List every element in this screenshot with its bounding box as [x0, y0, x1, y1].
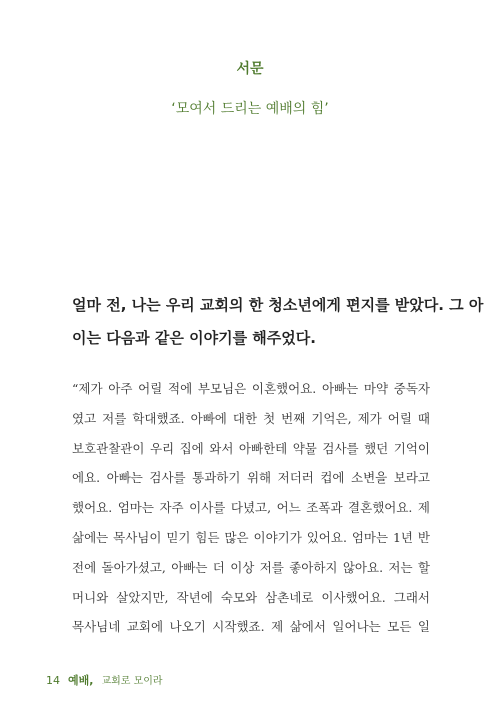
- quote-line: 했어요. 엄마는 자주 이사를 다녔고, 어느 조폭과 결혼했어요. 제: [72, 500, 430, 516]
- quote-line: 삶에는 목사님이 믿기 힘든 많은 이야기가 있어요. 엄마는 1년 반: [72, 529, 430, 545]
- quote-paragraph: [72, 379, 430, 647]
- lead-paragraph: [72, 293, 484, 359]
- quote-line: “제가 아주 어릴 적에 부모님은 이혼했어요. 아빠는 마약 중독자: [72, 381, 430, 396]
- quote-line: 목사님네 교회에 나오기 시작했죠. 제 삶에서 일어나는 모든 일: [72, 619, 430, 635]
- book-subtitle: 교회로 모이라: [101, 676, 163, 687]
- quote-line: 보호관찰관이 우리 집에 와서 아빠한테 약물 검사를 했던 기억이: [72, 440, 430, 456]
- lead-line: 이는 다음과 같은 이야기를 해주었다.: [72, 329, 316, 347]
- book-title: 예배,: [68, 674, 94, 687]
- quote-line: 머니와 살았지만, 작년에 숙모와 삼촌네로 이사했어요. 그래서: [72, 589, 430, 605]
- lead-line: 얼마 전, 나는 우리 교회의 한 청소년에게 편지를 받았다. 그 아: [72, 296, 484, 314]
- page-number: 14: [46, 674, 60, 687]
- chapter-title: 서문: [236, 61, 264, 77]
- page-footer: [46, 672, 163, 688]
- quote-line: 였고 저를 학대했죠. 아빠에 대한 첫 번째 기억은, 제가 어릴 때: [72, 410, 430, 426]
- quote-line: 전에 돌아가셨고, 아빠는 더 이상 저를 좋아하지 않아요. 저는 할: [72, 559, 430, 575]
- quote-line: 에요. 아빠는 검사를 통과하기 위해 저더러 컵에 소변을 보라고: [72, 470, 430, 486]
- chapter-subtitle: ‘모여서 드리는 예배의 힘’: [171, 101, 329, 117]
